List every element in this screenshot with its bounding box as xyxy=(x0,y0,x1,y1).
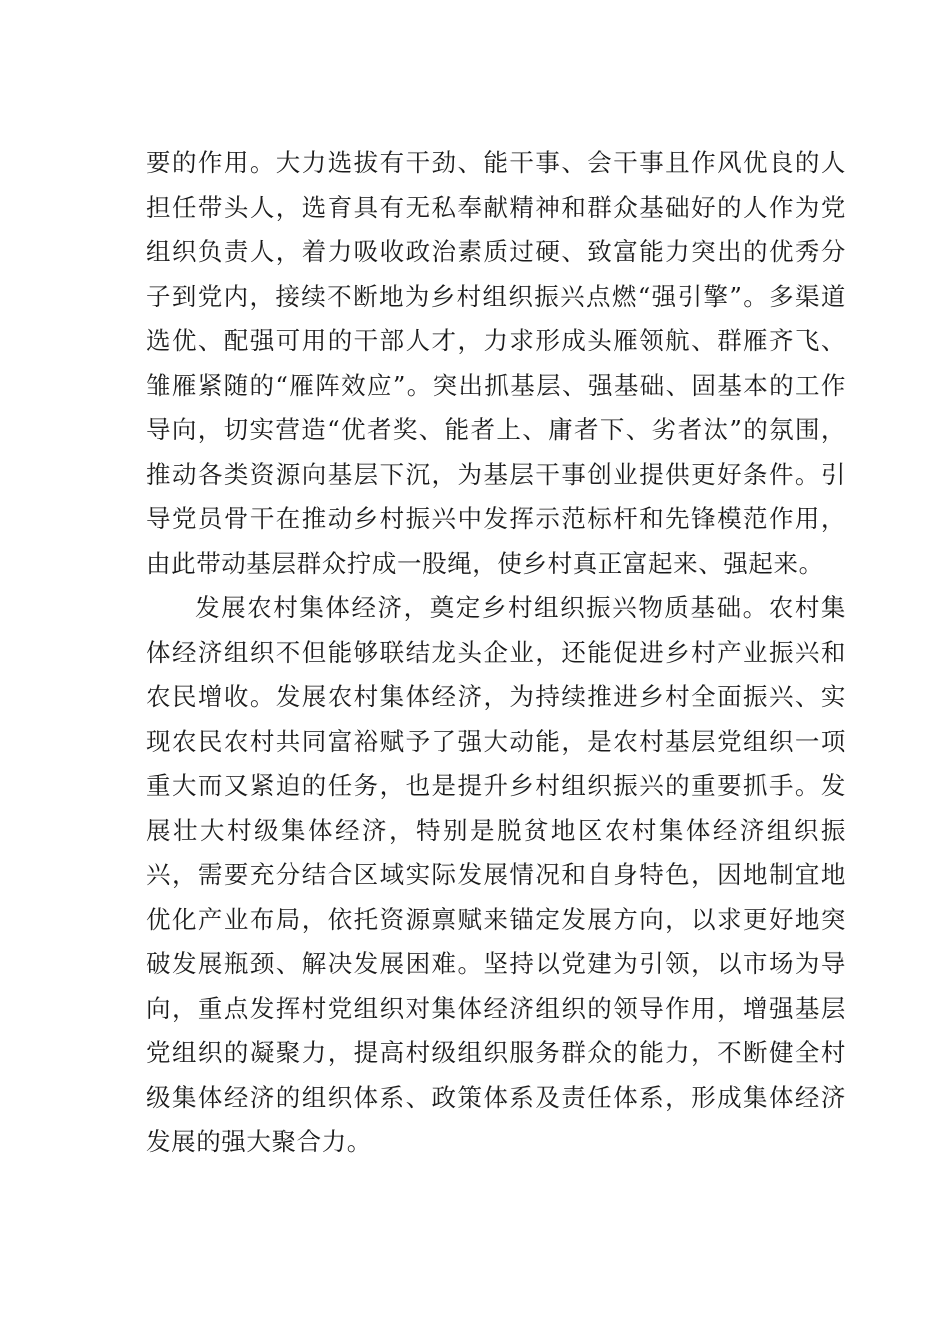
paragraph-continued: 要的作用。大力选拔有干劲、能干事、会干事且作风优良的人担任带头人，选育具有无私奉献精神和群众基础好的人作为党组织负责人，着力吸收政治素质过硬、致富能力突出的优秀分子到党内，接续不断地为乡村组织振兴点燃“强引擎”。多渠道选优、配强可用的干部人才，力求形成头雁领航、群雁齐飞、雏雁紧随的“雁阵效应”。突出抓基层、强基础、固基本的工作导向，切实营造“优者奖、能者上、庸者下、劣者汰”的氛围，推动各类资源向基层下沉，为基层干事创业提供更好条件。引导党员骨干在推动乡村振兴中发挥示范标杆和先锋模范作用，由此带动基层群众拧成一股绳，使乡村真正富起来、强起来。 xyxy=(146,148,846,578)
document-body xyxy=(146,141,846,1165)
paragraph-collective-economy: 发展农村集体经济，奠定乡村组织振兴物质基础。农村集体经济组织不但能够联结龙头企业，还能促进乡村产业振兴和农民增收。发展农村集体经济，为持续推进乡村全面振兴、实现农民农村共同富裕赋予了强大动能，是农村基层党组织一项重大而又紧迫的任务，也是提升乡村组织振兴的重要抓手。发展壮大村级集体经济，特别是脱贫地区农村集体经济组织振兴，需要充分结合区域实际发展情况和自身特色，因地制宜地优化产业布局，依托资源禀赋来锚定发展方向，以求更好地突破发展瓶颈、解决发展困难。坚持以党建为引领，以市场为导向，重点发挥村党组织对集体经济组织的领导作用，增强基层党组织的凝聚力，提高村级组织服务群众的能力，不断健全村级集体经济的组织体系、政策体系及责任体系，形成集体经济发展的强大聚合力。 xyxy=(146,593,846,1156)
